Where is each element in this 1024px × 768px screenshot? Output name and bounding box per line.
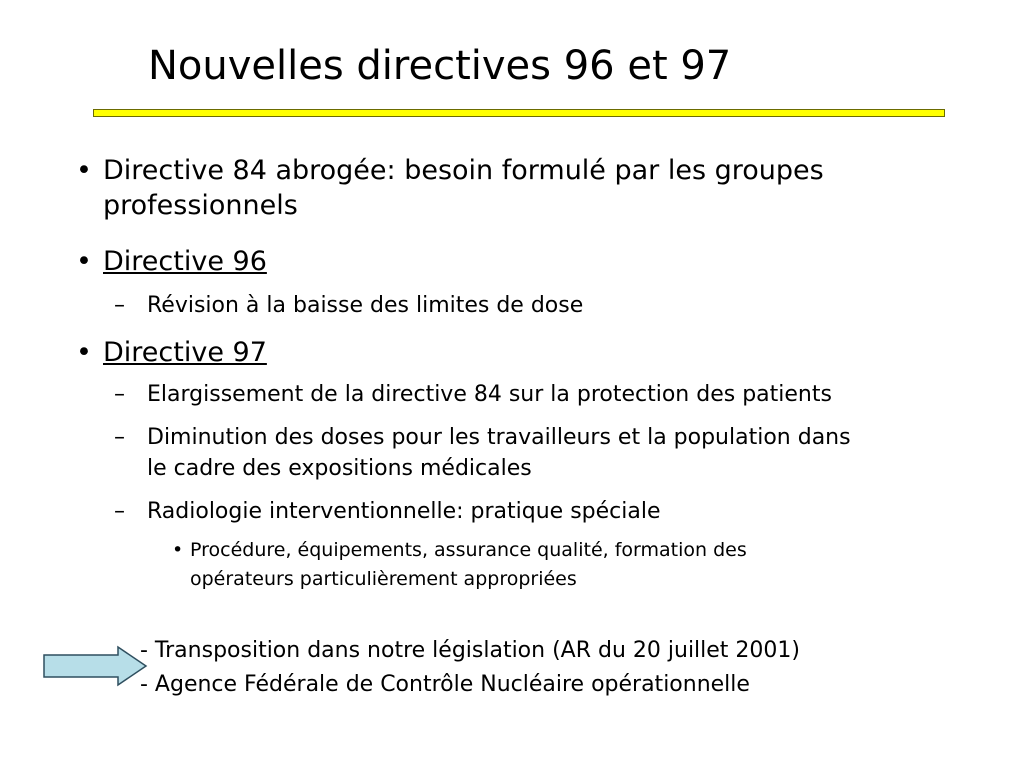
title-underline-bar — [93, 109, 945, 117]
bullet-text: Directive 97 — [103, 337, 267, 368]
bullet-directive-84 — [76, 153, 824, 223]
note-transposition: - Transposition dans notre législation (AR du 20 juillet 2001) — [140, 638, 800, 663]
sub-item-revision-limites — [114, 290, 584, 321]
dash-marker: – — [114, 293, 125, 318]
right-arrow-icon — [42, 645, 150, 687]
bullet-text: Directive 96 — [103, 246, 267, 277]
dash-marker: – — [114, 425, 125, 450]
dash-marker: – — [114, 382, 125, 407]
sub-item-text: Révision à la baisse des limites de dose — [147, 293, 584, 318]
note-agence-federale: - Agence Fédérale de Contrôle Nucléaire opérationnelle — [140, 672, 750, 697]
sub-item-elargissement — [114, 379, 832, 410]
bullet-marker: • — [172, 539, 184, 561]
sub-item-radiologie — [114, 496, 661, 527]
bullet-text-line: professionnels — [103, 190, 298, 221]
bullet-directive-97 — [76, 335, 267, 370]
sub-item-diminution-doses — [114, 422, 851, 484]
slide-title: Nouvelles directives 96 et 97 — [148, 43, 732, 89]
sub-sub-item-procedure — [172, 536, 747, 594]
sub-sub-item-text-line: opérateurs particulièrement appropriées — [190, 568, 577, 590]
bullet-marker: • — [76, 246, 92, 277]
dash-marker: – — [114, 499, 125, 524]
sub-item-text: Elargissement de la directive 84 sur la protection des patients — [147, 382, 832, 407]
sub-item-text: Radiologie interventionnelle: pratique spéciale — [147, 499, 661, 524]
bullet-directive-96 — [76, 244, 267, 279]
sub-item-text-line: le cadre des expositions médicales — [147, 456, 532, 481]
sub-item-text-line: Diminution des doses pour les travailleurs et la population dans — [147, 425, 851, 450]
bullet-text-line: Directive 84 abrogée: besoin formulé par les groupes — [103, 155, 824, 186]
bullet-marker: • — [76, 337, 92, 368]
sub-sub-item-text-line: Procédure, équipements, assurance qualité, formation des — [190, 539, 747, 561]
bullet-marker: • — [76, 155, 92, 186]
